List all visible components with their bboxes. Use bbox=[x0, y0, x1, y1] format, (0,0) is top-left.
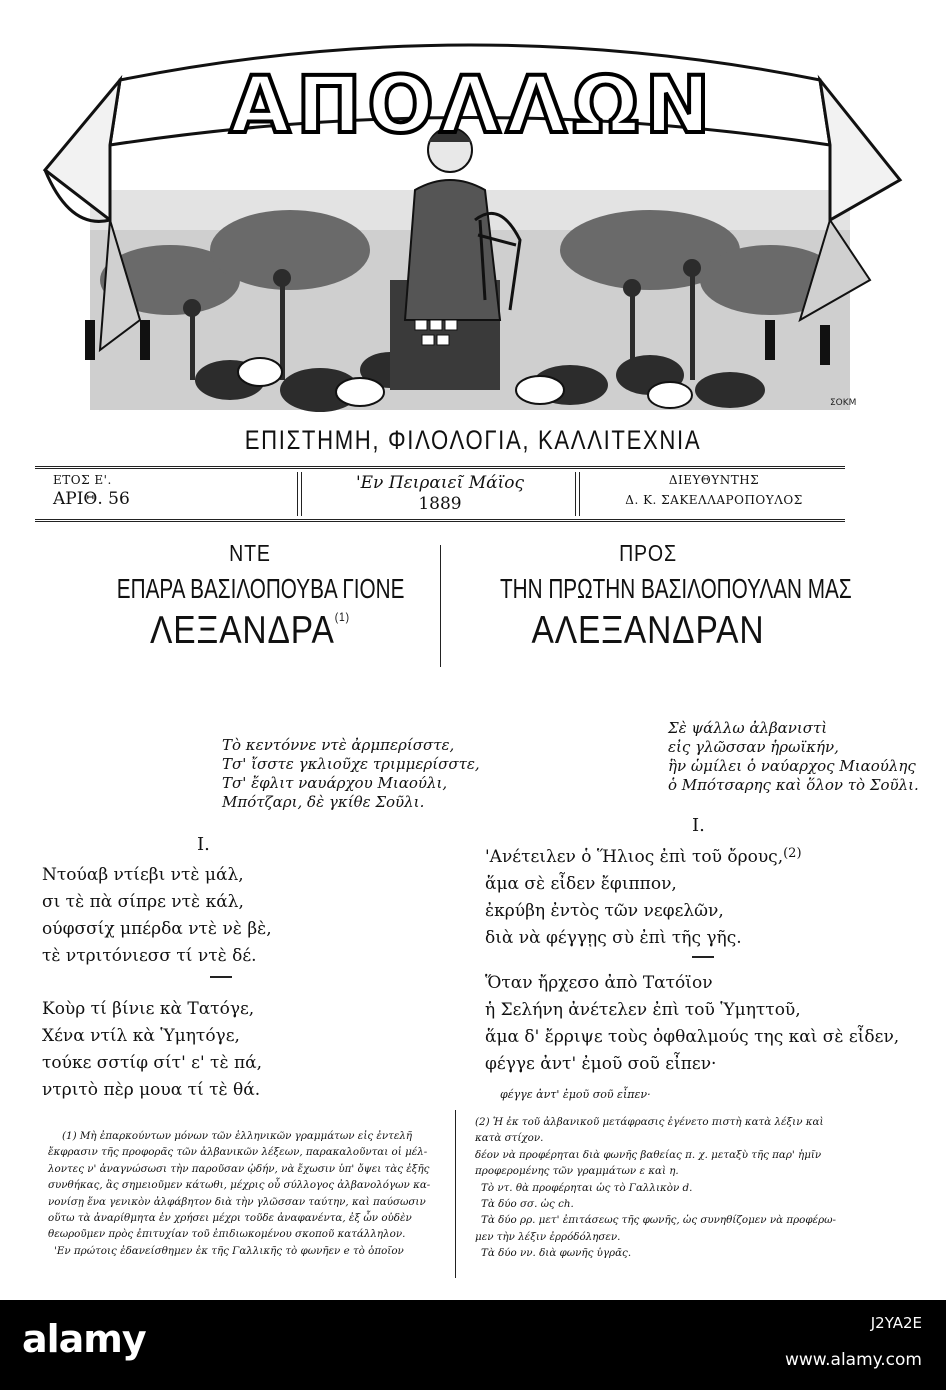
column-separator bbox=[297, 472, 302, 516]
greek-title-line2: ΤΗΝ ΠΡΩΤΗΝ ΒΑΣΙΛΟΠΟΥΛΑΝ ΜΑΣ bbox=[500, 573, 852, 604]
site-url[interactable]: www.alamy.com bbox=[784, 1350, 922, 1370]
footnote-line: 'Εν πρώτοις ἐδανείσθημεν ἐκ τῆς Γαλλικῆς τὸ φωνῆεν e τὸ ὁποῖον bbox=[54, 1244, 404, 1257]
footnote-line: νονίσῃ ἕνα γενικὸν ἀλφάβητον διὰ τὴν γλῶσσαν ταύτην, καὶ παύσωσιν bbox=[48, 1195, 426, 1208]
footnote-line: Τὰ δύο ρρ. μετ' ἐπιτάσεως τῆς φωνῆς, ὡς συνηθίζομεν νὰ προφέρω- bbox=[481, 1214, 837, 1227]
masthead-engraving bbox=[30, 20, 916, 420]
verse-line: Ντούαβ ντίεβι ντὲ μάλ, bbox=[42, 865, 244, 885]
albanian-stanza-1 bbox=[42, 862, 272, 970]
greek-stanza-2 bbox=[485, 970, 899, 1078]
masthead-illustration bbox=[30, 20, 916, 420]
verse-line: ούφσσίχ μπέρδα ντὲ νὲ βὲ, bbox=[42, 919, 272, 939]
greek-epigraph bbox=[668, 719, 919, 795]
masthead-title: ΑΠΟΛΛΩΝ bbox=[229, 61, 717, 151]
stray-line: φέγγε ἀντ' ἐμοῦ σοῦ εἶπεν· bbox=[500, 1088, 651, 1101]
verse-line: τὲ ντριτόνιεσσ τί ντὲ δέ. bbox=[42, 946, 257, 966]
title-divider bbox=[440, 545, 441, 667]
issue-place-date: 'Εν Πειραιεῖ Μάϊος bbox=[355, 473, 525, 493]
footnote-line: λοντες ν' ἀναγνώσωσι τὴν παροῦσαν ᾠδήν, νὰ ἔχωσιν ὑπ' ὄψει τὰς ἐξῆς bbox=[48, 1162, 430, 1175]
greek-title bbox=[448, 540, 852, 653]
footnote-line: (2) Ἡ ἐκ τοῦ ἀλβανικοῦ μετάφρασις ἐγένετο πιστὴ κατὰ λέξιν καὶ bbox=[475, 1116, 824, 1128]
footnote-marker: (2) bbox=[783, 846, 802, 861]
albanian-title-line3: ΛΕΞΑΝΔΡΑ$^{(1)}$ bbox=[150, 609, 350, 652]
verse-line: ἡ Σελήνη ἀνέτελεν ἐπὶ τοῦ Ὑμηττοῦ, bbox=[485, 1000, 801, 1020]
albanian-title-line2: ΕΠΑΡΑ ΒΑΣΙΛΟΠΟΥΒΑ ΓΙΟΝΕ bbox=[116, 573, 405, 604]
footnote-line: Τὰ δύο νν. διὰ φωνῆς ὑγρᾶς. bbox=[481, 1247, 632, 1260]
footnote-marker: (1) bbox=[334, 610, 350, 624]
verse-line: Χένα ντίλ κὰ Ὑμητόγε, bbox=[42, 1026, 240, 1046]
footnote-divider bbox=[455, 1110, 456, 1278]
footnote-line: μεν τὴν λέξιν ἐρρόδόλησεν. bbox=[475, 1230, 621, 1243]
issue-year: ΕΤΟΣ Ε'. bbox=[53, 473, 112, 487]
epigraph-line: Τὸ κεντόννε ντὲ ἀρμπερίσστε, bbox=[222, 736, 455, 754]
greek-title-line1: ΠΡΟΣ bbox=[619, 540, 677, 566]
alamy-logo[interactable]: alamy bbox=[22, 1317, 146, 1361]
engraver-signature: ΣΟΚΜ bbox=[830, 398, 857, 408]
issue-info-bar bbox=[35, 466, 845, 522]
stock-photo-footer bbox=[0, 1300, 946, 1390]
verse-line: Ὅταν ἤρχεσο ἀπὸ Τατόϊον bbox=[485, 973, 713, 993]
footnote-line: Τὸ ντ. θὰ προφέρηται ὡς τὸ Γαλλικὸν d. bbox=[481, 1181, 693, 1194]
verse-line: 'Ανέτειλεν ὁ Ἥλιος ἐπὶ τοῦ ὄρους,$^{(2)}$ bbox=[485, 846, 802, 867]
image-id: J2YA2E bbox=[870, 1314, 922, 1332]
stanza-divider bbox=[210, 976, 232, 978]
verse-line: φέγγε ἀντ' ἐμοῦ σοῦ εἶπεν· bbox=[485, 1054, 717, 1074]
verse-line: τούκε σστίφ σίτ' ε' τὲ πά, bbox=[42, 1053, 263, 1073]
albanian-stanza-2 bbox=[42, 996, 262, 1104]
epigraph-line: Σὲ ψάλλω ἀλβανιστὶ bbox=[668, 719, 828, 737]
verse-line: Κοὺρ τί βίνιε κὰ Τατόγε, bbox=[42, 999, 255, 1019]
epigraph-line: Τσ' ἴσστε γκλιοῦχε τριμμερίσστε, bbox=[222, 755, 480, 773]
director-block bbox=[583, 473, 845, 507]
footnote-line: κατὰ στίχον. bbox=[475, 1132, 544, 1145]
verse-line: διὰ νὰ φέγγῃς σὺ ἐπὶ τῆς γῆς. bbox=[485, 928, 742, 948]
director-label: ΔΙΕΥΘΥΝΤΗΣ bbox=[668, 473, 760, 487]
director-name: Δ. Κ. ΣΑΚΕΛΛΑΡΟΠΟΥΛΟΣ bbox=[625, 493, 803, 507]
greek-title-line3: ΑΛΕΞΑΝΔΡΑΝ bbox=[531, 609, 765, 652]
footnote-line: ἔκφρασιν τῆς προφορᾶς τῶν ἀλβανικῶν λέξεων, παρακαλοῦνται οἱ μέλ- bbox=[48, 1146, 428, 1159]
issue-number: ΑΡΙΘ. 56 bbox=[53, 489, 130, 509]
greek-stanza-1 bbox=[485, 840, 802, 952]
footnote-line: προφερομένης τῶν γραμμάτων ε καὶ η. bbox=[475, 1165, 679, 1178]
footnote-line: δέον νὰ προφέρηται διὰ φωνῆς βαθείας π. χ. μεταξὺ τῆς παρ' ἡμῖν bbox=[475, 1148, 822, 1161]
epigraph-line: Τσ' ἔφλιτ ναυάρχου Μιαούλι, bbox=[222, 774, 448, 792]
footnote-line: θεωροῦμεν πρὸς ἐπιτυχίαν τοῦ ἐπιδιωκομένου σκοποῦ κατάλληλον. bbox=[48, 1228, 406, 1241]
verse-line: ντριτὸ πὲρ μουα τί τὲ θά. bbox=[42, 1080, 261, 1100]
verse-line: σι τὲ πὰ σίπρε ντὲ κάλ, bbox=[42, 892, 244, 912]
epigraph-line: Μπότζαρι, δὲ γκίθε Σοῦλι. bbox=[222, 793, 425, 811]
verse-line: ἅμα δ' ἔρριψε τοὺς ὀφθαλμούς της καὶ σὲ εἶδεν, bbox=[485, 1027, 900, 1047]
stanza-divider bbox=[692, 956, 714, 958]
epigraph-line: εἰς γλῶσσαν ἡρωϊκήν, bbox=[668, 738, 839, 756]
footnote-line: οὕτω τὰ ἀναρίθμητα ἐν χρήσει μέχρι τοῦδε ἀναφανέντα, ἐξ ὧν οὐδὲν bbox=[48, 1212, 412, 1225]
verse-line: ἐκρύβη ἐντὸς τῶν νεφελῶν, bbox=[485, 901, 724, 921]
verse-line: ἅμα σὲ εἶδεν ἔφιππον, bbox=[485, 874, 677, 894]
greek-footnote bbox=[475, 1114, 905, 1262]
issue-number-block bbox=[53, 473, 293, 509]
albanian-title bbox=[70, 540, 430, 653]
albanian-footnote bbox=[48, 1128, 448, 1259]
albanian-epigraph bbox=[222, 736, 480, 812]
date-block bbox=[305, 473, 575, 514]
greek-section-numeral: I. bbox=[692, 815, 705, 836]
column-separator bbox=[575, 472, 580, 516]
albanian-section-numeral: I. bbox=[197, 834, 210, 855]
epigraph-line: ὁ Μπότσαρης καὶ ὅλον τὸ Σοῦλι. bbox=[668, 776, 919, 794]
masthead-subtitle: ΕΠΙΣΤΗΜΗ, ΦΙΛΟΛΟΓΙΑ, ΚΑΛΛΙΤΕΧΝΙΑ bbox=[244, 425, 702, 455]
epigraph-line: ἣν ὡμίλει ὁ ναύαρχος Μιαούλης bbox=[668, 757, 916, 775]
albanian-title-line1: ΝΤΕ bbox=[229, 540, 271, 566]
footnote-line: (1) Μὴ ἐπαρκούντων μόνων τῶν ἑλληνικῶν γραμμάτων εἰς ἐντελῆ bbox=[62, 1130, 413, 1142]
issue-year-date: 1889 bbox=[418, 494, 462, 514]
footnote-line: συνθήκας, ἃς σημειοῦμεν κάτωθι, μέχρις οὗ σύλλογος ἀλβανολόγων κα- bbox=[48, 1179, 431, 1192]
footnote-line: Τὰ δύο σσ. ὡς ch. bbox=[481, 1198, 574, 1211]
